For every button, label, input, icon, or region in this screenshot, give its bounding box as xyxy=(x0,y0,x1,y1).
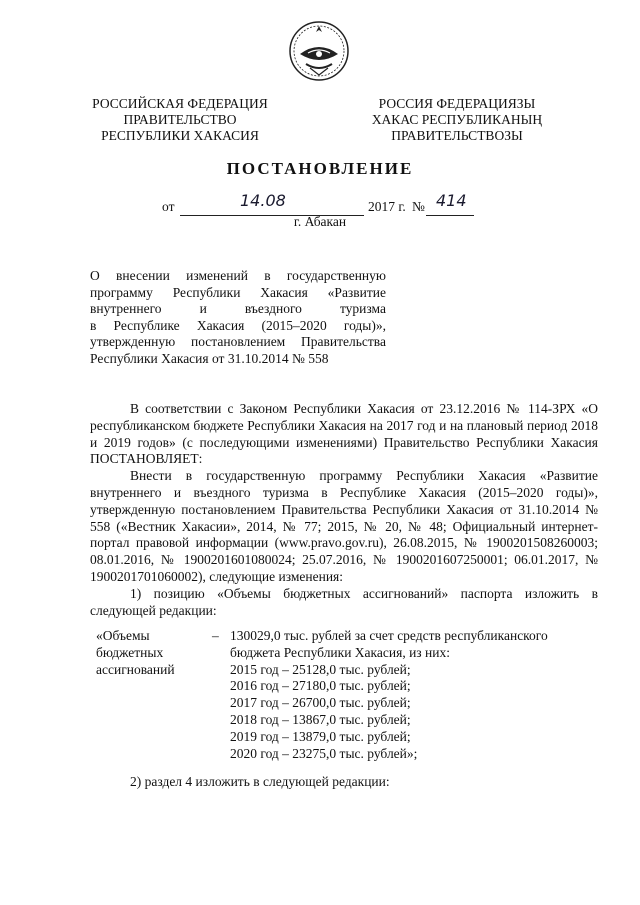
paragraph-item-2: 2) раздел 4 изложить в следующей редакции: xyxy=(130,774,390,789)
paragraph-basis: В соответствии с Законом Республики Хакасия от 23.12.2016 № 114-ЗРХ «О республиканском бюджете Республики Хакасия на 2017 год и на плановый период 2018 и 2019 годов» (с последующими изменениями) Правительство Республики Хакасия ПОСТАНОВЛЯЕТ: xyxy=(90,401,598,467)
allocation-year-line: 2019 год – 13879,0 тыс. рублей; xyxy=(230,728,411,744)
date-prefix: от xyxy=(162,199,175,214)
coat-of-arms-emblem xyxy=(288,20,350,82)
subject-line: внутреннего и въездного туризма xyxy=(90,301,386,317)
allocation-label xyxy=(96,628,211,678)
header-left-line: РОССИЙСКАЯ ФЕДЕРАЦИЯ xyxy=(92,96,268,111)
allocation-text xyxy=(230,628,590,762)
header-right xyxy=(352,96,562,144)
allocation-year-line: 2018 год – 13867,0 тыс. рублей; xyxy=(230,711,411,727)
subject-line: программу Республики Хакасия «Развитие xyxy=(90,284,386,300)
header-right-line: РОССИЯ ФЕДЕРАЦИЯЗЫ xyxy=(378,96,536,111)
document-title: ПОСТАНОВЛЕНИЕ xyxy=(226,159,414,178)
body-text xyxy=(90,401,598,619)
allocation-year-line: 2020 год – 23275,0 тыс. рублей»; xyxy=(230,745,418,761)
allocation-year-line: 2017 год – 26700,0 тыс. рублей; xyxy=(230,695,411,711)
header-right-line: ПРАВИТЕЛЬСТВОЗЫ xyxy=(391,128,523,143)
allocation-dash: – xyxy=(212,628,219,643)
header-left xyxy=(80,96,280,144)
header-left-line: РЕСПУБЛИКИ ХАКАСИЯ xyxy=(101,128,259,143)
handwritten-number: 414 xyxy=(436,191,467,210)
paragraph-amendments: Внести в государственную программу Республики Хакасия «Развитие внутреннего и въездного туризма в Республике Хакасия (2015–2020 годы)», утвержденную постановлением Правительства Республики Хакасия от 31.10.2014 № 558 («Вестник Хакасии», 2014, № 77; 2015, № 20, № 48; Официальный интернет-портал правовой информации (www.pravo.gov.ru), 26.08.2015, № 1900201508260003; 08.01.2016, № 1900201601080024; 25.07.2016, № 1900201607250001; 06.01.2017, № 1900201701060002), следующие изменения: xyxy=(90,468,598,584)
subject-line: О внесении изменений в государственную xyxy=(90,268,386,283)
allocation-label-line: «Объемы xyxy=(96,628,150,643)
allocation-line: 130029,0 тыс. рублей за счет средств республиканского xyxy=(230,628,548,643)
header-right-line: ХАКАС РЕСПУБЛИКАНЫҢ xyxy=(371,112,543,127)
date-year: 2017 г. xyxy=(368,199,406,214)
subject-block xyxy=(90,268,386,368)
subject-line: Республики Хакасия от 31.10.2014 № 558 xyxy=(90,350,329,366)
allocation-line: бюджета Республики Хакасия, из них: xyxy=(230,644,450,660)
paragraph-item-1: 1) позицию «Объемы бюджетных ассигнований» паспорта изложить в следующей редакции: xyxy=(90,585,598,618)
subject-line: в Республике Хакасия (2015–2020 годы)», xyxy=(90,317,386,333)
allocation-label-line: бюджетных xyxy=(96,644,164,660)
allocation-year-line: 2016 год – 27180,0 тыс. рублей; xyxy=(230,678,411,694)
handwritten-date: 14.08 xyxy=(240,191,286,210)
number-sign: № xyxy=(412,199,425,214)
allocation-year-line: 2015 год – 25128,0 тыс. рублей; xyxy=(230,661,411,677)
header-left-line: ПРАВИТЕЛЬСТВО xyxy=(123,112,237,127)
city-label: г. Абакан xyxy=(293,214,347,229)
subject-line: утвержденную постановлением Правительства xyxy=(90,334,386,350)
allocation-label-line: ассигнований xyxy=(96,661,175,677)
